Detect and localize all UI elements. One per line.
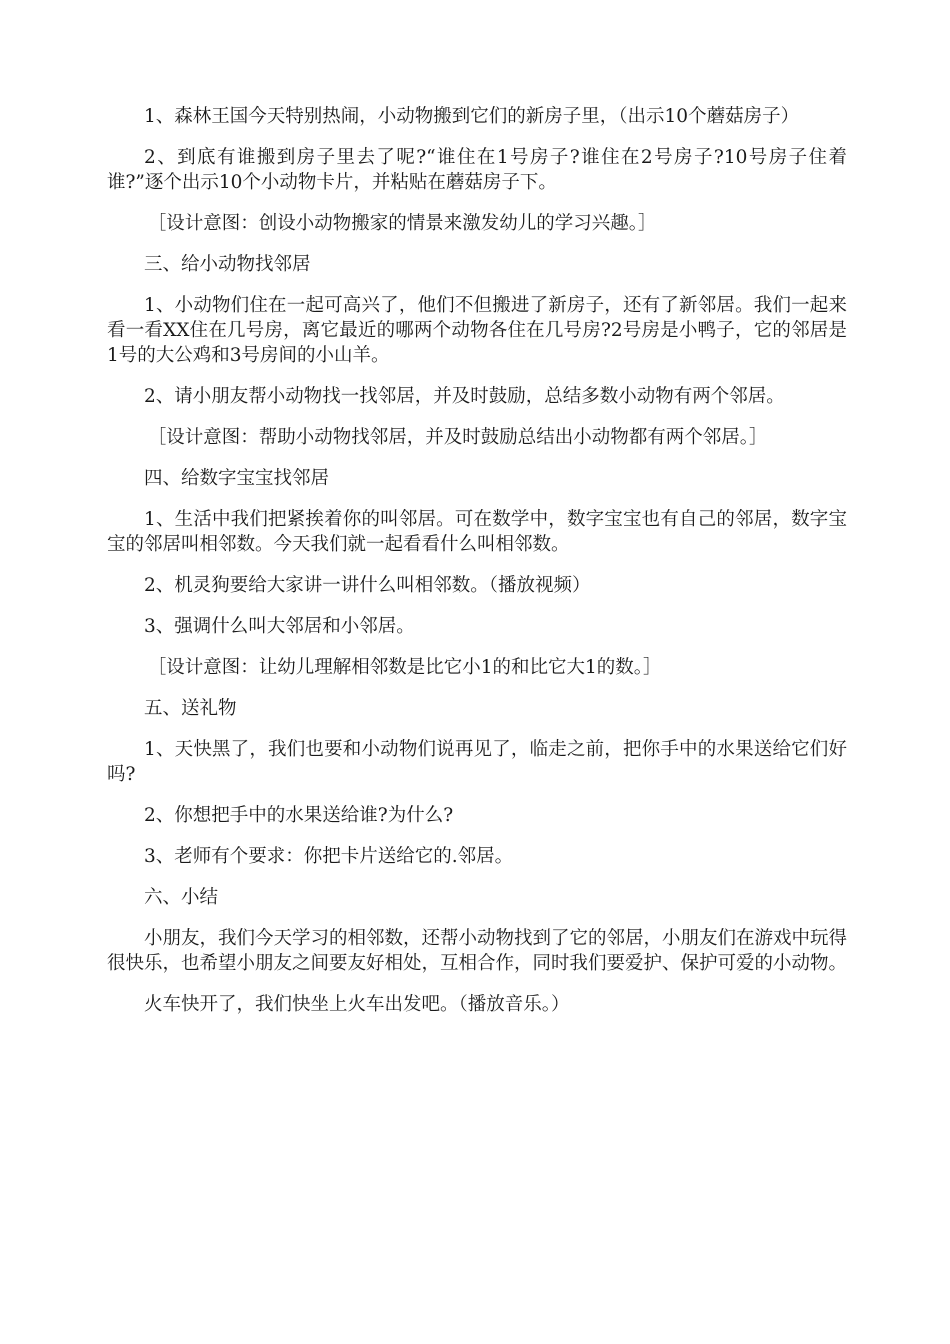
document-body [107, 104, 847, 1033]
section-heading-5: 五、送礼物 [144, 698, 237, 719]
paragraph-6: 2、机灵狗要给大家讲一讲什么叫相邻数。（播放视频） [144, 575, 591, 596]
section-heading-6: 六、小结 [144, 887, 219, 908]
section-heading-3: 三、给小动物找邻居 [144, 254, 311, 275]
design-intent-note-2: ［设计意图：帮助小动物找邻居，并及时鼓励总结出小动物都有两个邻居。］ [147, 427, 768, 448]
section-heading-4: 四、给数字宝宝找邻居 [144, 468, 330, 489]
paragraph-10: 3、老师有个要求：你把卡片送给它的.邻居。 [144, 846, 514, 867]
paragraph-5: 1、生活中我们把紧挨着你的叫邻居。可在数学中，数字宝宝也有自己的邻居，数字宝宝的邻居叫相邻数。今天我们就一起看看什么叫相邻数。 [107, 509, 847, 555]
paragraph-2: 2、到底有谁搬到房子里去了呢?“谁住在1号房子?谁住在2号房子?10号房子住着谁?”逐个出示10个小动物卡片，并粘贴在蘑菇房子下。 [107, 147, 847, 193]
paragraph-3: 1、小动物们住在一起可高兴了，他们不但搬进了新房子，还有了新邻居。我们一起来看一看XX住在几号房，离它最近的哪两个动物各住在几号房?2号房是小鸭子，它的邻居是1号的大公鸡和3号房间的小山羊。 [107, 295, 847, 366]
design-intent-note-3: ［设计意图：让幼儿理解相邻数是比它小1的和比它大1的数。］ [147, 657, 662, 678]
paragraph-4: 2、请小朋友帮小动物找一找邻居，并及时鼓励，总结多数小动物有两个邻居。 [144, 386, 785, 407]
paragraph-7: 3、强调什么叫大邻居和小邻居。 [144, 616, 415, 637]
design-intent-note-1: ［设计意图：创设小动物搬家的情景来激发幼儿的学习兴趣。］ [147, 213, 657, 234]
paragraph-1: 1、森林王国今天特别热闹，小动物搬到它们的新房子里，（出示10个蘑菇房子） [144, 106, 800, 127]
paragraph-11: 小朋友，我们今天学习的相邻数，还帮小动物找到了它的邻居，小朋友们在游戏中玩得很快乐，也希望小朋友之间要友好相处，互相合作，同时我们要爱护、保护可爱的小动物。 [107, 928, 848, 974]
paragraph-12: 火车快开了，我们快坐上火车出发吧。（播放音乐。） [144, 994, 570, 1015]
paragraph-9: 2、你想把手中的水果送给谁?为什么? [144, 805, 454, 826]
paragraph-8: 1、天快黑了，我们也要和小动物们说再见了，临走之前，把你手中的水果送给它们好吗? [107, 739, 847, 785]
